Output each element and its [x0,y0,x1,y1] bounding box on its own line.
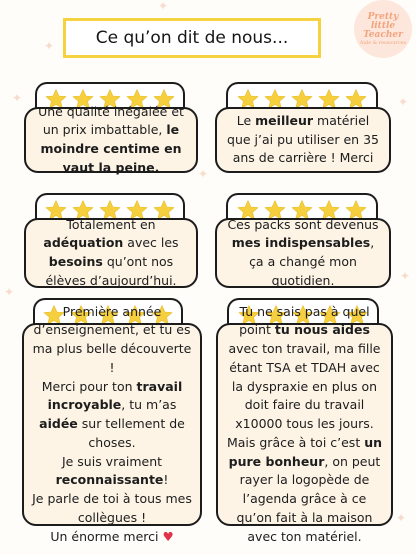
text-segment: Totalement en [66,216,156,232]
highlight-text: adéquation [43,235,124,251]
testimonial-card [215,107,391,173]
sparkle-icon: ✦ [396,511,407,525]
text-segment: Un énorme merci [50,528,163,544]
text-segment: Ces packs sont devenus [227,216,379,232]
text-segment: Je suis vraiment [61,453,163,469]
text-segment: Première année d’enseignement, et tu es ma plus belle découverte ! [32,303,192,375]
testimonial-card [24,218,198,288]
testimonial-card [215,218,391,288]
text-segment: Tu ne sais pas à quel point [239,303,370,338]
text-segment: matériel que j’ai pu utiliser en 35 ans de carrière ! Merci [227,112,379,166]
text-segment: Le [236,112,256,128]
text-segment: Je parle de toi à tous mes collègues ! [32,491,192,525]
sparkle-icon: ✦ [158,0,169,13]
highlight-text: le moindre centime en vaut la peine. [40,122,182,175]
heart-icon: ♥ [162,528,174,544]
testimonial-text [32,303,192,547]
highlight-text: besoins [48,254,103,269]
testimonial-text [227,112,379,168]
logo-line: Pretty [367,11,399,22]
text-segment: Mais grâce à toi c’est [226,434,365,450]
highlight-text: tu nous aides [274,322,370,338]
highlight-text: reconnaissante [55,472,164,488]
highlight-text: travail incroyable [47,378,183,413]
brand-logo [354,0,412,58]
highlight-text: mes indispensables [231,235,371,251]
highlight-text: aidée [39,416,78,432]
testimonial-text [34,103,188,178]
testimonial-text [227,216,379,291]
testimonial-card [216,303,393,544]
sparkle-icon: ✦ [12,91,23,105]
testimonial-text [226,303,383,547]
sparkle-icon: ✦ [198,167,209,181]
text-segment: qu’ont nos élèves d’aujourd’hui. [45,254,177,288]
testimonial-text [34,216,188,291]
sparkle-icon: ✦ [400,269,411,283]
sparkle-icon: ✦ [44,39,55,53]
page-title-text: Ce qu’on dit de nous... [95,28,289,48]
text-segment: , on peut rayer la logopède de l’agenda grâce à ce qu’on fait à la maison avec ton matériel. [236,453,381,544]
logo-tagline: Aide & ressources [359,39,407,46]
logo-line: Teacher [363,29,403,40]
text-segment: avec les [123,235,179,251]
text-segment: Merci pour ton [41,378,137,394]
text-segment: Une qualité inégalée et un prix imbattable, [38,103,184,138]
text-segment: avec ton travail, ma fille étant TSA et TDAH avec la dyspraxie en plus on doit faire du travail x10000 tous les jours. [228,341,381,432]
text-segment: , ça a changé mon quotidien. [249,235,375,288]
sparkle-icon: ✦ [398,95,409,109]
page-title [63,18,321,58]
sparkle-icon: ✦ [4,285,15,299]
testimonial-card [22,303,202,544]
highlight-text: un pure bonheur [228,434,383,469]
highlight-text: meilleur [255,112,314,128]
text-segment: , tu m’as [121,397,177,413]
text-segment: sur tellement de choses. [77,416,185,450]
logo-line: little [370,20,396,31]
testimonial-card [24,103,198,175]
text-segment: ! [163,472,169,488]
